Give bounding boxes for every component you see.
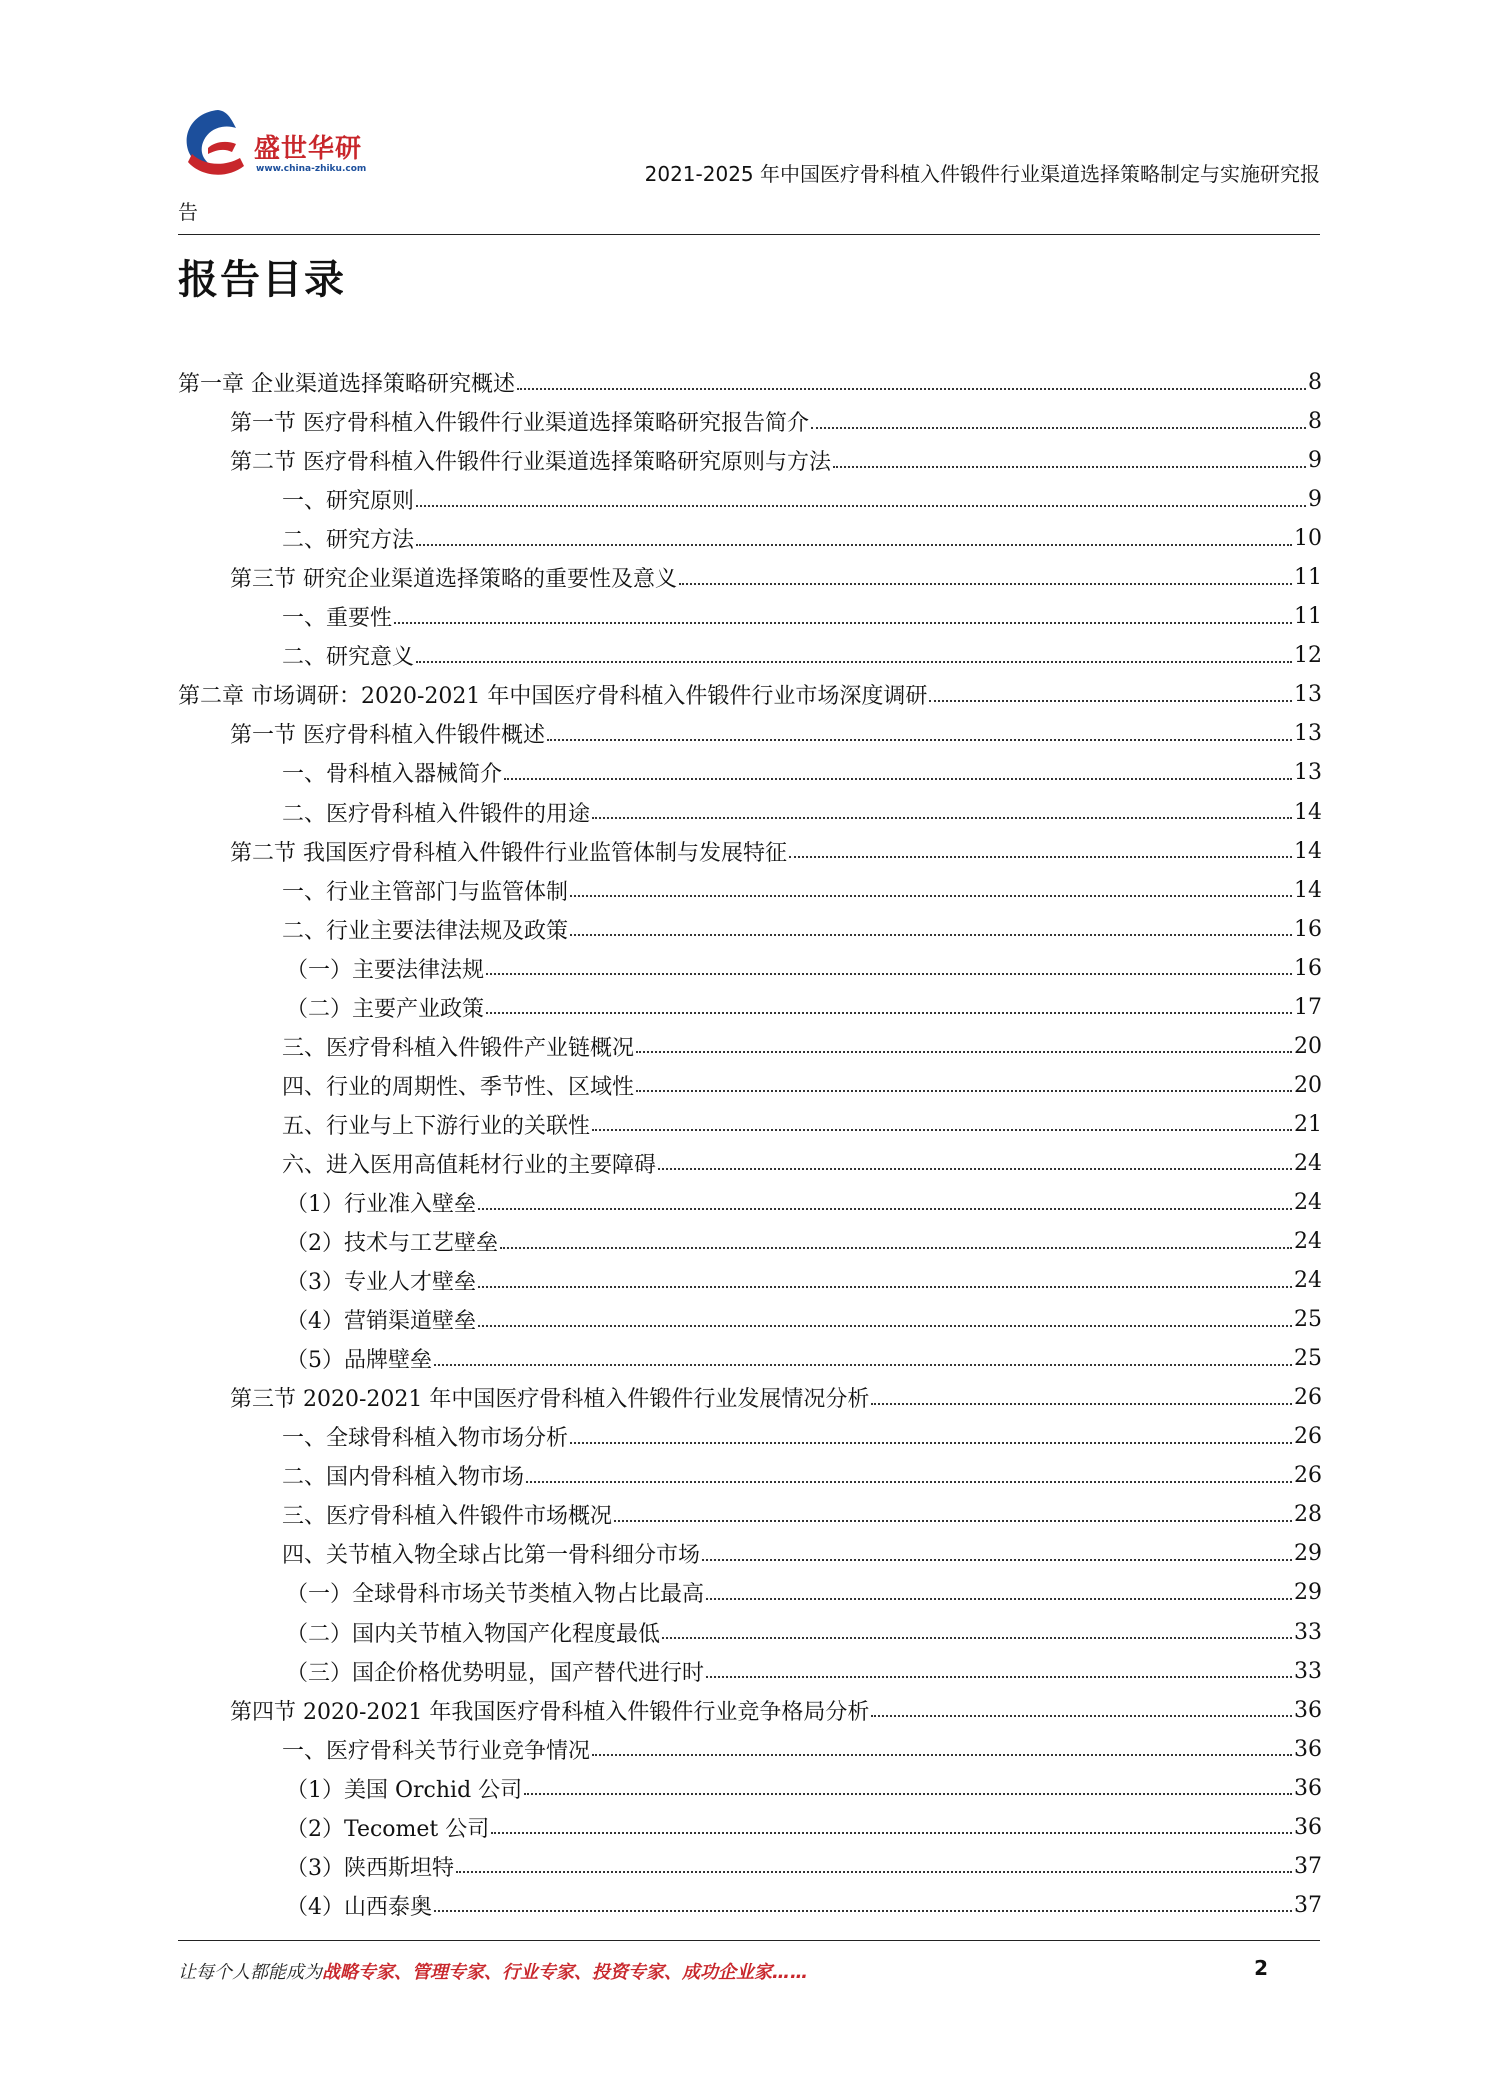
toc-dot-leader [662, 1637, 1292, 1639]
toc-entry-page: 13 [1294, 721, 1322, 747]
toc-dot-leader [517, 388, 1306, 390]
toc-entry[interactable] [178, 753, 1322, 792]
toc-entry-page: 36 [1294, 1736, 1322, 1762]
toc-entry-title: 五、行业与上下游行业的关联性 [282, 1113, 591, 1139]
footer-slogan [178, 1958, 808, 1984]
toc-entry-title: （一）主要法律法规 [286, 957, 485, 983]
toc-dot-leader [394, 622, 1292, 624]
toc-entry-title: 二、国内骨科植入物市场 [282, 1465, 525, 1491]
toc-entry-title: （1）美国 Orchid 公司 [286, 1777, 523, 1803]
toc-entry-page: 8 [1308, 409, 1322, 435]
toc-entry[interactable] [178, 636, 1322, 675]
toc-entry[interactable] [178, 597, 1322, 636]
toc-entry-page: 11 [1294, 565, 1322, 591]
toc-dot-leader [592, 1754, 1292, 1756]
toc-entry-page: 24 [1294, 1268, 1322, 1294]
toc-entry[interactable] [178, 1066, 1322, 1105]
toc-entry-title: （4）营销渠道壁垒 [286, 1309, 476, 1335]
page-number: 2 [1254, 1956, 1268, 1980]
toc-entry-page: 24 [1294, 1150, 1322, 1176]
toc-dot-leader [524, 1793, 1292, 1795]
toc-dot-leader [434, 1364, 1292, 1366]
toc-entry-page: 29 [1294, 1580, 1322, 1606]
toc-entry-title: （1）行业准入壁垒 [286, 1192, 476, 1217]
toc-entry-page: 26 [1294, 1463, 1322, 1489]
toc-entry-page: 26 [1294, 1385, 1322, 1411]
toc-dot-leader [614, 1520, 1292, 1522]
toc-entry-title: 一、重要性 [282, 606, 393, 632]
toc-dot-leader [547, 739, 1292, 741]
toc-entry-page: 12 [1294, 643, 1322, 669]
toc-entry[interactable] [178, 1573, 1322, 1612]
toc-entry[interactable] [178, 1183, 1322, 1222]
toc-entry[interactable] [178, 441, 1322, 480]
toc-entry-title: 第三节 2020-2021 年中国医疗骨科植入件锻件行业发展情况分析 [230, 1387, 870, 1413]
toc-entry-page: 36 [1294, 1697, 1322, 1723]
toc-dot-leader [706, 1598, 1292, 1600]
toc-entry[interactable] [178, 558, 1322, 597]
toc-entry-title: 第二节 医疗骨科植入件锻件行业渠道选择策略研究原则与方法 [230, 450, 831, 476]
toc-dot-leader [416, 661, 1292, 663]
toc-entry-title: 第二章 市场调研：2020-2021 年中国医疗骨科植入件锻件行业市场深度调研 [178, 684, 928, 710]
toc-entry-page: 16 [1294, 916, 1322, 942]
table-of-contents [178, 363, 1322, 1925]
toc-entry-page: 25 [1294, 1307, 1322, 1333]
toc-entry[interactable] [178, 1144, 1322, 1183]
toc-entry-title: 第一章 企业渠道选择策略研究概述 [178, 372, 515, 398]
toc-entry-title: （2）技术与工艺壁垒 [286, 1231, 498, 1257]
toc-entry-title: 二、研究方法 [282, 528, 415, 554]
toc-entry-title: 四、行业的周期性、季节性、区域性 [282, 1074, 635, 1100]
toc-entry-page: 16 [1294, 955, 1322, 981]
toc-dot-leader [592, 817, 1292, 819]
toc-entry[interactable] [178, 1730, 1322, 1769]
toc-entry-title: 一、医疗骨科关节行业竞争情况 [282, 1738, 591, 1764]
toc-entry[interactable] [178, 988, 1322, 1027]
toc-dot-leader [570, 934, 1292, 936]
toc-entry-title: 四、关节植入物全球占比第一骨科细分市场 [282, 1543, 701, 1569]
toc-entry[interactable] [178, 1378, 1322, 1417]
toc-entry-page: 36 [1294, 1814, 1322, 1840]
toc-entry-page: 13 [1294, 760, 1322, 786]
toc-entry[interactable] [178, 480, 1322, 519]
toc-dot-leader [702, 1559, 1292, 1561]
toc-entry-title: 三、医疗骨科植入件锻件市场概况 [282, 1504, 613, 1530]
toc-entry-title: 一、行业主管部门与监管体制 [282, 879, 569, 905]
toc-dot-leader [504, 778, 1292, 780]
toc-entry-title: （4）山西泰奥 [286, 1894, 432, 1920]
toc-entry-title: 第一节 医疗骨科植入件锻件行业渠道选择策略研究报告简介 [230, 411, 809, 437]
toc-entry-title: （3）专业人才壁垒 [286, 1270, 476, 1296]
toc-dot-leader [434, 1910, 1292, 1912]
toc-dot-leader [416, 544, 1292, 546]
toc-entry[interactable] [178, 1808, 1322, 1847]
toc-entry-title: 一、研究原则 [282, 489, 415, 515]
toc-entry-title: （三）国企价格优势明显，国产替代进行时 [286, 1660, 705, 1686]
toc-entry[interactable] [178, 1769, 1322, 1808]
toc-entry[interactable] [178, 1105, 1322, 1144]
toc-entry[interactable] [178, 1261, 1322, 1300]
header-divider [178, 234, 1320, 235]
toc-dot-leader [658, 1168, 1292, 1170]
toc-entry-title: （3）陕西斯坦特 [286, 1855, 454, 1881]
toc-entry-page: 24 [1294, 1190, 1322, 1215]
toc-dot-leader [706, 1676, 1292, 1678]
logo-name: 盛世华研 [254, 134, 363, 164]
toc-dot-leader [570, 895, 1292, 897]
toc-entry-page: 9 [1308, 448, 1322, 474]
toc-dot-leader [526, 1481, 1292, 1483]
toc-dot-leader [929, 700, 1292, 702]
toc-entry-title: （一）全球骨科市场关节类植入物占比最高 [286, 1582, 705, 1608]
toc-dot-leader [679, 583, 1292, 585]
toc-entry-page: 21 [1294, 1111, 1322, 1137]
toc-entry[interactable] [178, 793, 1322, 832]
toc-entry-title: 二、行业主要法律法规及政策 [282, 918, 569, 944]
toc-entry[interactable] [178, 1222, 1322, 1261]
toc-dot-leader [871, 1715, 1292, 1717]
toc-entry[interactable] [178, 1691, 1322, 1730]
toc-dot-leader [478, 1325, 1292, 1327]
toc-dot-leader [592, 1129, 1292, 1131]
toc-entry-page: 24 [1294, 1229, 1322, 1255]
toc-dot-leader [500, 1247, 1292, 1249]
toc-entry[interactable] [178, 1495, 1322, 1534]
toc-dot-leader [478, 1208, 1292, 1210]
toc-entry[interactable] [178, 1456, 1322, 1495]
toc-entry-page: 36 [1294, 1775, 1322, 1801]
toc-entry-page: 14 [1294, 799, 1322, 825]
toc-entry-page: 9 [1308, 487, 1322, 513]
toc-dot-leader [833, 466, 1306, 468]
toc-entry-page: 8 [1308, 370, 1322, 396]
toc-entry-page: 28 [1294, 1502, 1322, 1528]
toc-entry-title: （二）主要产业政策 [286, 996, 485, 1022]
toc-entry-title: 第四节 2020-2021 年我国医疗骨科植入件锻件行业竞争格局分析 [230, 1699, 870, 1725]
toc-entry[interactable] [178, 675, 1322, 714]
toc-entry[interactable] [178, 1613, 1322, 1652]
toc-dot-leader [871, 1403, 1292, 1405]
toc-entry-page: 17 [1294, 994, 1322, 1020]
toc-dot-leader [486, 973, 1292, 975]
toc-entry-title: 第二节 我国医疗骨科植入件锻件行业监管体制与发展特征 [230, 840, 787, 866]
toc-entry[interactable] [178, 949, 1322, 988]
toc-entry[interactable] [178, 1300, 1322, 1339]
footer-divider [178, 1940, 1320, 1941]
toc-entry[interactable] [178, 714, 1322, 753]
toc-entry-page: 20 [1294, 1072, 1322, 1098]
toc-entry-title: 一、全球骨科植入物市场分析 [282, 1426, 569, 1452]
toc-entry[interactable] [178, 832, 1322, 871]
toc-dot-leader [478, 1286, 1292, 1288]
toc-entry-title: 三、医疗骨科植入件锻件产业链概况 [282, 1035, 635, 1061]
toc-entry-page: 26 [1294, 1424, 1322, 1450]
toc-entry-title: 第一节 医疗骨科植入件锻件概述 [230, 723, 545, 749]
toc-entry-title: 六、进入医用高值耗材行业的主要障碍 [282, 1152, 657, 1178]
document-title: 2021-2025 年中国医疗骨科植入件锻件行业渠道选择策略制定与实施研究报 [644, 162, 1320, 186]
toc-dot-leader [486, 1012, 1292, 1014]
toc-entry[interactable] [178, 1339, 1322, 1378]
toc-dot-leader [456, 1871, 1292, 1873]
toc-entry-page: 37 [1294, 1853, 1322, 1879]
toc-entry-page: 20 [1294, 1033, 1322, 1059]
toc-entry-page: 33 [1294, 1658, 1322, 1684]
toc-dot-leader [636, 1090, 1292, 1092]
toc-dot-leader [789, 856, 1292, 858]
toc-entry-page: 25 [1294, 1346, 1322, 1372]
toc-entry[interactable] [178, 1534, 1322, 1573]
toc-entry-title: 第三节 研究企业渠道选择策略的重要性及意义 [230, 567, 677, 593]
toc-entry-page: 33 [1294, 1619, 1322, 1645]
toc-dot-leader [811, 427, 1306, 429]
toc-entry[interactable] [178, 402, 1322, 441]
company-logo [178, 104, 388, 184]
toc-entry-page: 10 [1294, 526, 1322, 552]
toc-entry-title: （二）国内关节植入物国产化程度最低 [286, 1621, 661, 1647]
toc-entry-page: 14 [1294, 877, 1322, 903]
toc-entry-page: 14 [1294, 838, 1322, 864]
page-title: 报告目录 [178, 257, 346, 303]
toc-entry-title: 一、骨科植入器械简介 [282, 762, 503, 788]
toc-entry[interactable] [178, 519, 1322, 558]
toc-entry[interactable] [178, 1417, 1322, 1456]
toc-dot-leader [570, 1442, 1292, 1444]
toc-entry[interactable] [178, 1652, 1322, 1691]
toc-entry-page: 29 [1294, 1541, 1322, 1567]
footer-slogan-prefix: 让每个人都能成为 [178, 1962, 322, 1983]
toc-entry-title: （5）品牌壁垒 [286, 1348, 432, 1374]
toc-entry[interactable] [178, 1847, 1322, 1886]
toc-dot-leader [636, 1051, 1292, 1053]
toc-entry[interactable] [178, 910, 1322, 949]
toc-entry-page: 11 [1294, 604, 1322, 630]
logo-swirl-icon [178, 104, 258, 184]
toc-entry[interactable] [178, 1886, 1322, 1925]
logo-url: www.china-zhiku.com [256, 164, 367, 174]
page-header [178, 104, 1320, 236]
toc-entry[interactable] [178, 871, 1322, 910]
toc-dot-leader [491, 1832, 1292, 1834]
toc-entry-title: 二、研究意义 [282, 645, 415, 671]
toc-entry[interactable] [178, 1027, 1322, 1066]
document-title-continued: 告 [178, 200, 198, 224]
toc-entry-title: （2）Tecomet 公司 [286, 1816, 490, 1842]
page-footer [178, 1958, 1268, 1988]
toc-entry-page: 37 [1294, 1892, 1322, 1918]
toc-entry-title: 二、医疗骨科植入件锻件的用途 [282, 801, 591, 827]
toc-entry-page: 13 [1294, 682, 1322, 708]
toc-dot-leader [416, 505, 1306, 507]
toc-entry[interactable] [178, 363, 1322, 402]
footer-slogan-roles: 战略专家、管理专家、行业专家、投资专家、成功企业家…… [322, 1962, 808, 1983]
